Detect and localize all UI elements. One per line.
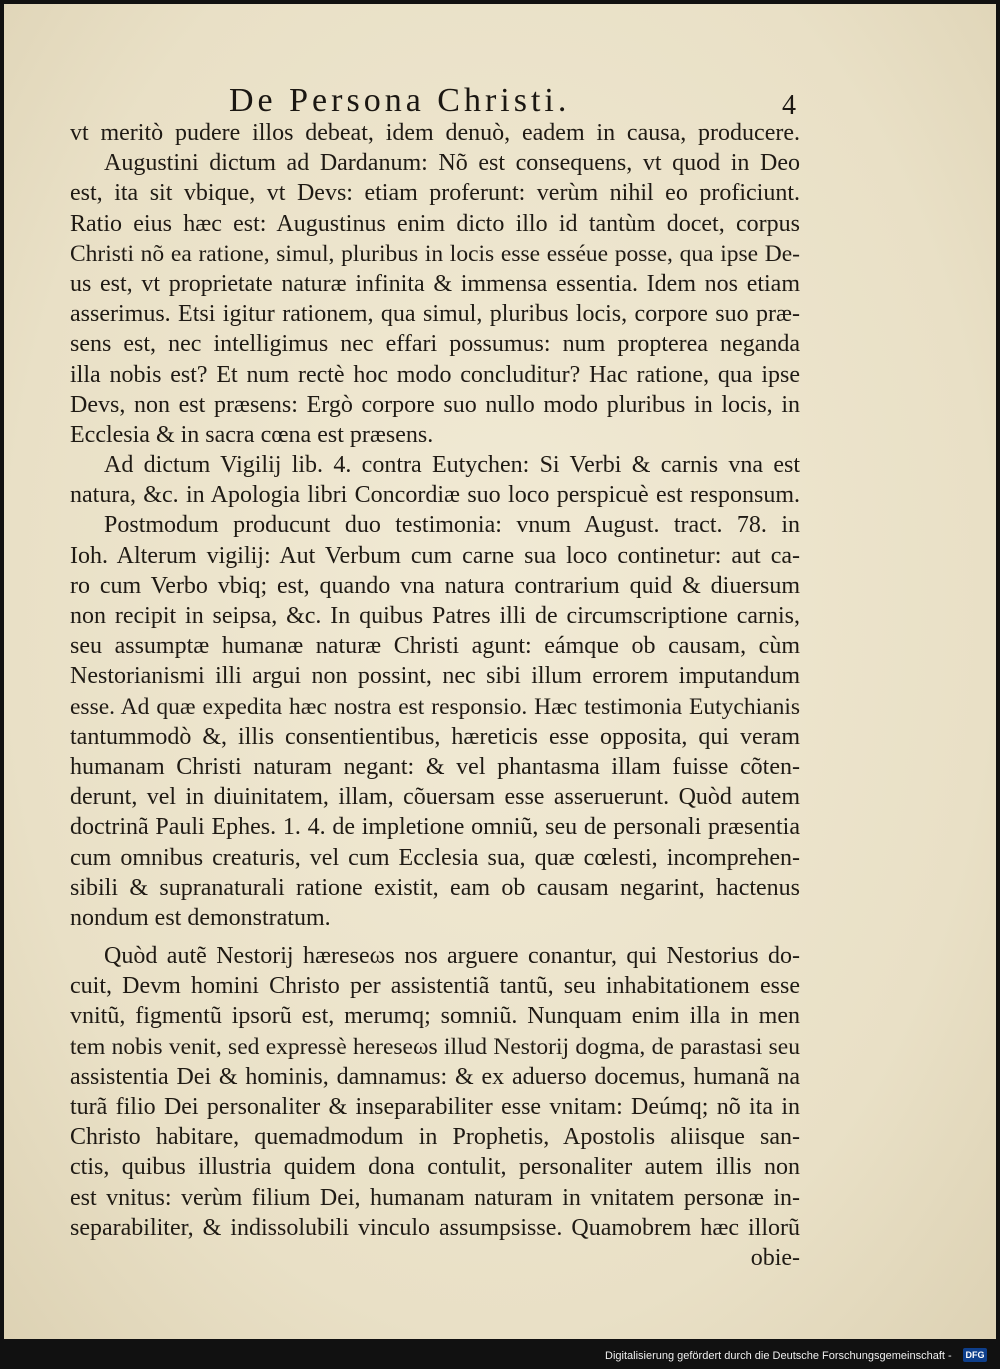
book-page: [4, 4, 996, 1339]
text-line: illa nobis est? Et num rectè hoc modo concluditur? Hac ratione, qua ipse: [70, 361, 800, 388]
paragraph-gap: [70, 933, 800, 941]
text-line: separabiliter, & indissolubili vinculo assumpsisse. Quamobrem hæc illorũ: [70, 1214, 800, 1241]
page-number: 4: [782, 90, 796, 121]
body-text: [70, 118, 800, 1273]
text-line: ro cum Verbo vbiq; est, quando vna natura contrarium quid & diuersum: [70, 572, 800, 599]
text-line: nondum est demonstratum.: [70, 904, 331, 931]
digitization-credit: Digitalisierung gefördert durch die Deutsche Forschungsgemeinschaft -: [605, 1350, 952, 1362]
text-line: Ioh. Alterum vigilij: Aut Verbum cum carne sua loco continetur: aut ca-: [70, 542, 800, 569]
text-line: est, ita sit vbique, vt Devs: etiam proferunt: verùm nihil eo proficiunt.: [70, 180, 800, 207]
text-line: cuit, Devm homini Christo per assistentiã tantũ, seu inhabitationem esse: [70, 973, 800, 1000]
text-line: Augustini dictum ad Dardanum: Nõ est consequens, vt quod in Deo: [104, 150, 800, 177]
text-line: Quòd autẽ Nestorij hæreseωs nos arguere conantur, qui Nestorius do-: [104, 943, 800, 970]
text-line: esse. Ad quæ expedita hæc nostra est responsio. Hæc testimonia Eutychianis: [70, 693, 800, 720]
text-line: asserimus. Etsi igitur rationem, qua simul, pluribus locis, corpore suo præ-: [70, 301, 800, 328]
text-line: non recipit in seipsa, &c. In quibus Patres illi de circumscriptione carnis,: [70, 603, 800, 629]
text-line: vt meritò pudere illos debeat, idem denuò, eadem in causa, producere.: [70, 120, 800, 146]
text-line: Nestorianismi illi argui non possint, nec sibi illum errorem imputandum: [70, 663, 800, 690]
text-line: tem nobis venit, sed expressè hereseωs illud Nestorij dogma, de parastasi seu: [70, 1033, 800, 1060]
text-line: Christi nõ ea ratione, simul, pluribus in locis esse esséue posse, qua ipse De-: [70, 240, 800, 267]
text-line: derunt, vel in diuinitatem, illam, cõuersam esse asseruerunt. Quòd autem: [70, 784, 800, 811]
text-line: ctis, quibus illustria quidem dona contulit, personaliter autem illis non: [70, 1154, 800, 1181]
text-line: humanam Christi naturam negant: & vel phantasma illam fuisse cõten-: [70, 753, 800, 780]
text-line: cum omnibus creaturis, vel cum Ecclesia sua, quæ cœlesti, incomprehen-: [70, 844, 800, 871]
text-line: Ad dictum Vigilij lib. 4. contra Eutychen: Si Verbi & carnis vna est: [104, 452, 800, 479]
text-line: Ratio eius hæc est: Augustinus enim dicto illo id tantùm docet, corpus: [70, 210, 800, 237]
catchword: obie-: [750, 1244, 800, 1271]
dfg-logo: DFG: [963, 1348, 987, 1362]
text-line: natura, &c. in Apologia libri Concordiæ suo loco perspicuè est responsum.: [70, 482, 800, 509]
text-line: doctrinã Pauli Ephes. 1. 4. de impletione omniũ, seu de personali præsentia: [70, 814, 800, 841]
text-line: assistentia Dei & hominis, damnamus: & ex aduerso docemus, humanã na: [70, 1063, 800, 1090]
text-line: vnitũ, figmentũ ipsorũ est, merumq; somniũ. Nunquam enim illa in men: [70, 1003, 800, 1030]
text-line: tantummodò &, illis consentientibus, hæreticis esse opposita, qui veram: [70, 723, 800, 750]
text-line: us est, vt proprietate naturæ infinita & immensa essentia. Idem nos etiam: [70, 270, 800, 297]
text-line: sens est, nec intelligimus nec effari possumus: num propterea neganda: [70, 331, 800, 358]
running-head: De Persona Christi.: [229, 82, 571, 119]
text-line: sibili & supranaturali ratione existit, eam ob causam negarint, hactenus: [70, 874, 800, 901]
text-line: Christo habitare, quemadmodum in Prophetis, Apostolis aliisque san-: [70, 1124, 800, 1151]
text-line: turã filio Dei personaliter & inseparabiliter esse vnitam: Deúmq; nõ ita in: [70, 1094, 800, 1120]
text-line: Postmodum producunt duo testimonia: vnum August. tract. 78. in: [104, 512, 800, 539]
text-line: Ecclesia & in sacra cœna est præsens.: [70, 421, 434, 448]
text-line: est vnitus: verùm filium Dei, humanam naturam in vnitatem personæ in-: [70, 1184, 800, 1211]
text-line: Devs, non est præsens: Ergò corpore suo nullo modo pluribus in locis, in: [70, 391, 800, 418]
text-line: seu assumptæ humanæ naturæ Christi agunt: eámque ob causam, cùm: [70, 633, 800, 660]
